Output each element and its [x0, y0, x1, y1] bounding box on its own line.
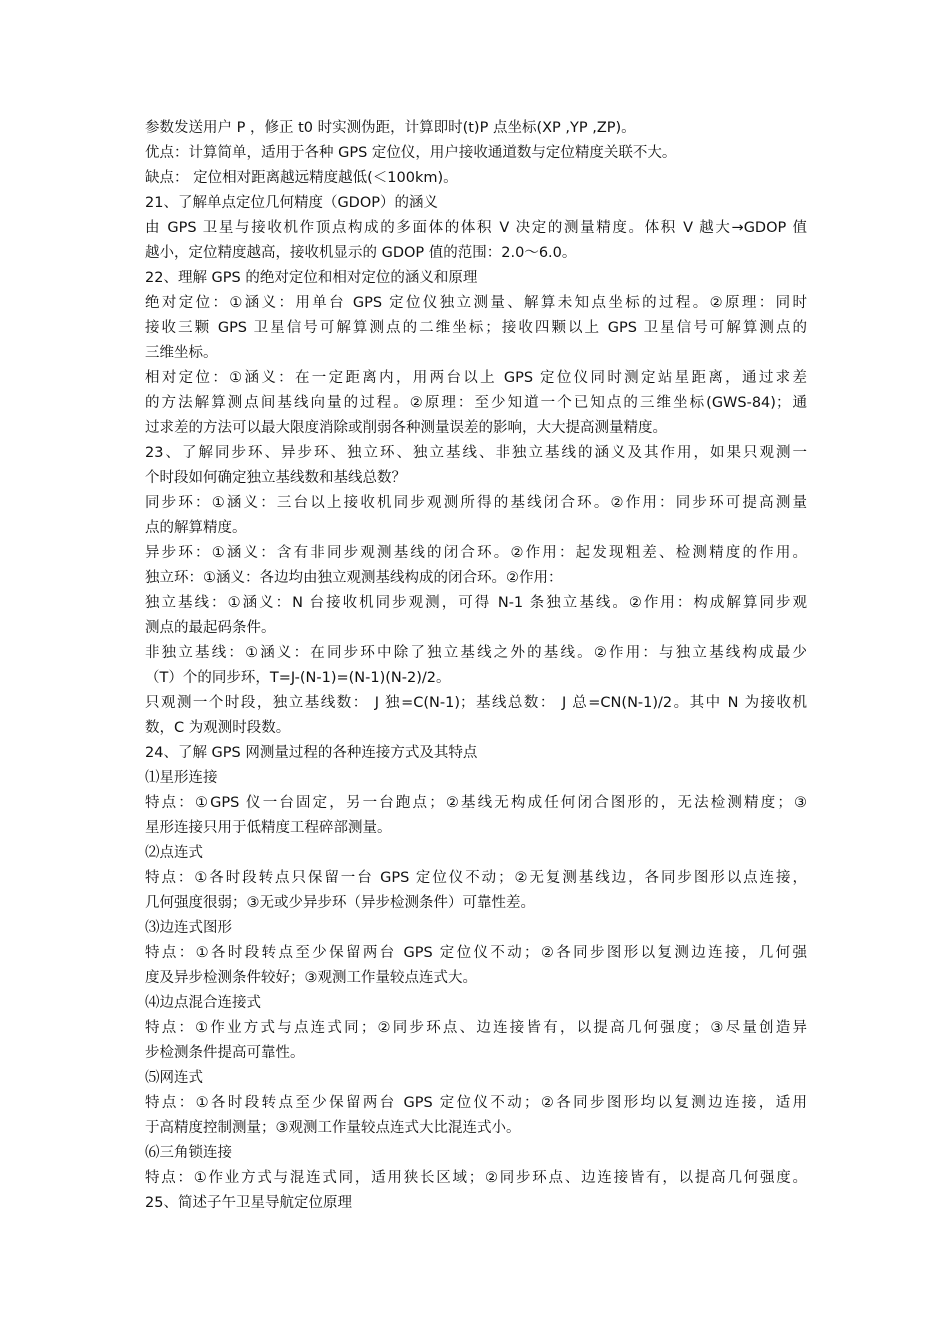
text-line: ⑸网连式 — [145, 1070, 203, 1086]
text-line: 独立环：①涵义：各边均由独立观测基线构成的闭合环。②作用： — [145, 570, 563, 586]
text-line: 非独立基线：①涵义：在同步环中除了独立基线之外的基线。②作用：与独立基线构成最少 — [145, 645, 807, 661]
text-line: ⑴星形连接 — [145, 770, 218, 786]
text-line: ⑶边连式图形 — [145, 920, 232, 936]
text-line: 异步环：①涵义：含有非同步观测基线的闭合环。②作用：起发现粗差、检测精度的作用。 — [145, 545, 807, 561]
text-line: 同步环：①涵义：三台以上接收机同步观测所得的基线闭合环。②作用：同步环可提高测量 — [145, 495, 807, 511]
text-line: 相对定位：①涵义：在一定距离内，用两台以上 GPS 定位仪同时测定站星距离，通过求差 — [145, 370, 807, 386]
text-line: 特点：①GPS 仪一台固定，另一台跑点；②基线无构成任何闭合图形的，无法检测精度；③ — [145, 795, 807, 811]
text-line: 只观测一个时段，独立基线数： J 独=C(N-1)；基线总数： J 总=CN(N-1)/2。其中 N 为接收机 — [145, 695, 807, 711]
text-line: 特点：①作业方式与点连式同；②同步环点、边连接皆有，以提高几何强度；③尽量创造异 — [145, 1020, 807, 1036]
text-line: 21、了解单点定位几何精度（GDOP）的涵义 — [145, 195, 439, 211]
text-line: 的方法解算测点间基线向量的过程。②原理：至少知道一个已知点的三维坐标(GWS-84)；通 — [145, 395, 807, 411]
text-line: 数，C 为观测时段数。 — [145, 720, 291, 736]
text-line: 于高精度控制测量；③观测工作量较点连式大比混连式小。 — [145, 1120, 521, 1136]
text-line: ⑷边点混合连接式 — [145, 995, 261, 1011]
text-line: 24、了解 GPS 网测量过程的各种连接方式及其特点 — [145, 745, 478, 761]
text-line: 独立基线：①涵义：N 台接收机同步观测，可得 N-1 条独立基线。②作用：构成解算同步观 — [145, 595, 807, 611]
text-line: 23、了解同步环、异步环、独立环、独立基线、非独立基线的涵义及其作用，如果只观测一 — [145, 445, 807, 461]
text-line: 接收三颗 GPS 卫星信号可解算测点的二维坐标；接收四颗以上 GPS 卫星信号可解算测点的 — [145, 320, 807, 336]
text-line: （T）个的同步环，T=J-(N-1)=(N-1)(N-2)/2。 — [145, 670, 451, 686]
text-line: 个时段如何确定独立基线数和基线总数？ — [145, 470, 406, 486]
text-line: 特点：①各时段转点至少保留两台 GPS 定位仪不动；②各同步图形均以复测边连接，适用 — [145, 1095, 807, 1111]
text-line: 几何强度很弱；③无或少异步环（异步检测条件）可靠性差。 — [145, 895, 535, 911]
text-line: 测点的最起码条件。 — [145, 620, 276, 636]
text-line: ⑹三角锁连接 — [145, 1145, 232, 1161]
text-line: ⑵点连式 — [145, 845, 203, 861]
text-line: 优点：计算简单，适用于各种 GPS 定位仪，用户接收通道数与定位精度关联不大。 — [145, 145, 677, 161]
document-body — [145, 116, 807, 1216]
text-line: 星形连接只用于低精度工程碎部测量。 — [145, 820, 392, 836]
text-line: 参数发送用户 P ，修正 t0 时实测伪距，计算即时(t)P 点坐标(XP ,YP ,ZP)。 — [145, 120, 636, 136]
text-line: 特点：①各时段转点只保留一台 GPS 定位仪不动；②无复测基线边，各同步图形以点连接， — [145, 870, 807, 886]
text-line: 步检测条件提高可靠性。 — [145, 1045, 305, 1061]
text-line: 22、理解 GPS 的绝对定位和相对定位的涵义和原理 — [145, 270, 478, 286]
text-line: 25、简述子午卫星导航定位原理 — [145, 1195, 352, 1211]
text-line: 缺点： 定位相对距离越远精度越低(＜100km)。 — [145, 170, 458, 186]
text-line: 越小，定位精度越高，接收机显示的 GDOP 值的范围：2.0～6.0。 — [145, 245, 577, 261]
text-line: 过求差的方法可以最大限度消除或削弱各种测量误差的影响，大大提高测量精度。 — [145, 420, 667, 436]
text-line: 点的解算精度。 — [145, 520, 247, 536]
text-line: 绝对定位：①涵义：用单台 GPS 定位仪独立测量、解算未知点坐标的过程。②原理：同时 — [145, 295, 807, 311]
text-line: 特点：①作业方式与混连式同，适用狭长区域；②同步环点、边连接皆有，以提高几何强度。 — [145, 1170, 807, 1186]
text-line: 三维坐标。 — [145, 345, 218, 361]
text-line: 由 GPS 卫星与接收机作顶点构成的多面体的体积 V 决定的测量精度。体积 V 越大→GDOP 值 — [145, 220, 807, 236]
text-line: 特点：①各时段转点至少保留两台 GPS 定位仪不动；②各同步图形以复测边连接，几何强 — [145, 945, 807, 961]
text-line: 度及异步检测条件较好；③观测工作量较点连式大。 — [145, 970, 477, 986]
document-page — [145, 116, 807, 1216]
